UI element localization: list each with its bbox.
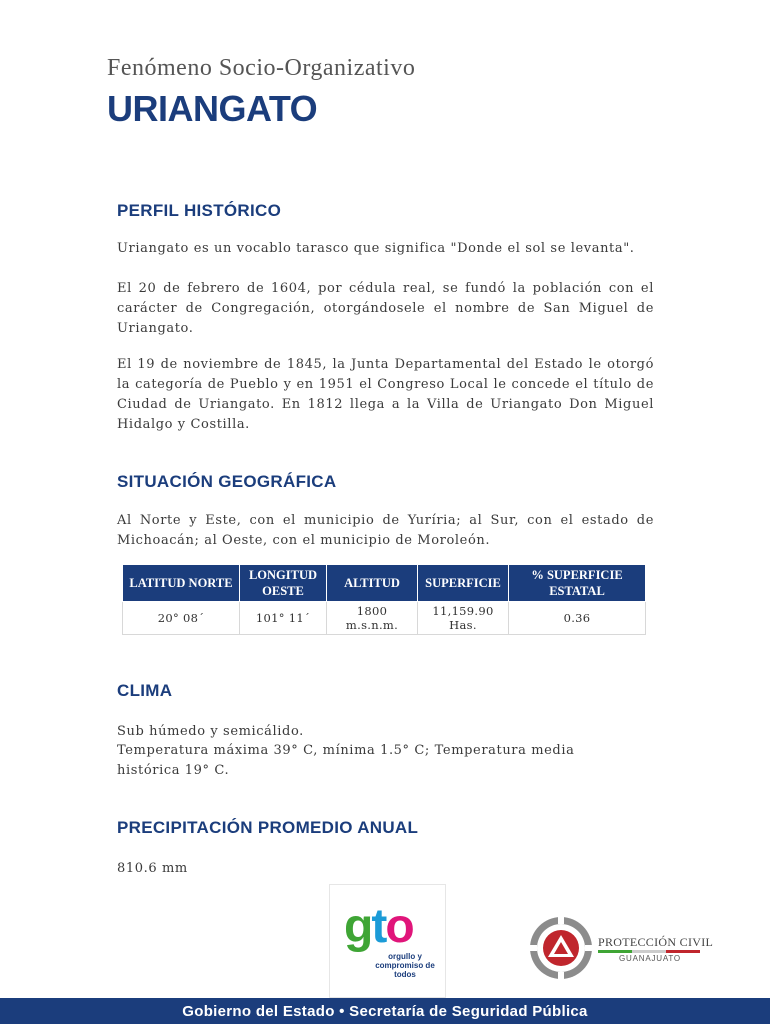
cell-altitud: 1800 m.s.n.m.: [327, 602, 418, 635]
perfil-paragraph-1: Uriangato es un vocablo tarasco que significa "Donde el sol se levanta".: [117, 241, 635, 256]
perfil-paragraph-3: El 19 de noviembre de 1845, la Junta Departamental del Estado le otorgó la categoría de Pueblo y en 1951 el Congreso Local le concede el título de Ciudad de Uriangato. En 1812 llega a la Villa de Uriangato Don Miguel Hidalgo y Costilla.: [117, 357, 654, 432]
col-pct-superficie: % SUPERFICIE ESTATAL: [509, 565, 646, 602]
section-title-situacion: SITUACIÓN GEOGRÁFICA: [117, 472, 337, 491]
clima-line-1: Sub húmedo y semicálido.: [117, 724, 304, 739]
table-row: [123, 602, 646, 635]
section-title-precipitacion: PRECIPITACIÓN PROMEDIO ANUAL: [117, 818, 419, 837]
proteccion-civil-stripe: [598, 950, 700, 953]
geo-table: [122, 564, 646, 635]
section-title-clima: CLIMA: [117, 681, 173, 700]
cell-superficie: 11,159.90 Has.: [418, 602, 509, 635]
precipitacion-value: 810.6 mm: [117, 861, 188, 876]
col-altitud: ALTITUD: [327, 565, 418, 602]
gto-logo-word: gto: [344, 900, 413, 953]
col-superficie: SUPERFICIE: [418, 565, 509, 602]
situacion-paragraph: Al Norte y Este, con el municipio de Yuríria; al Sur, con el estado de Michoacán; al Oeste, con el municipio de Moroleón.: [117, 513, 654, 548]
proteccion-civil-name: PROTECCIÓN CIVIL: [598, 935, 714, 949]
gto-logo-tagline: orgullo y compromiso de todos: [375, 952, 435, 979]
cell-longitud: 101° 11´: [240, 602, 327, 635]
proteccion-civil-emblem-icon: [528, 915, 594, 981]
geo-table-header-row: [123, 565, 646, 602]
clima-line-2: Temperatura máxima 39° C, mínima 1.5° C; Temperatura media histórica 19° C.: [117, 743, 575, 778]
col-longitud: LONGITUD OESTE: [240, 565, 327, 602]
perfil-paragraph-2: El 20 de febrero de 1604, por cédula real, se fundó la población con el carácter de Congregación, otorgándosele el nombre de San Miguel de Uriangato.: [117, 281, 654, 336]
cell-pct-superficie: 0.36: [509, 602, 646, 635]
col-latitud: LATITUD NORTE: [123, 565, 240, 602]
page-title: URIANGATO: [107, 88, 318, 129]
section-title-perfil: PERFIL HISTÓRICO: [117, 201, 282, 220]
page-subtitle: Fenómeno Socio-Organizativo: [107, 55, 416, 81]
cell-latitud: 20° 08´: [123, 602, 240, 635]
proteccion-civil-state: GUANAJUATO: [619, 954, 681, 963]
footer-bar: Gobierno del Estado • Secretaría de Seguridad Pública: [0, 998, 770, 1024]
